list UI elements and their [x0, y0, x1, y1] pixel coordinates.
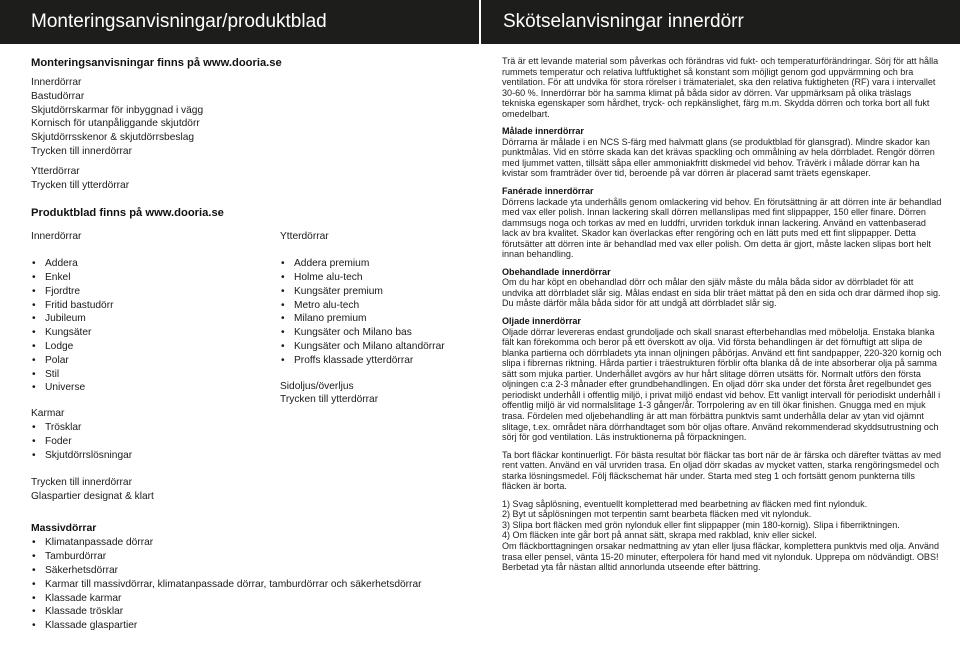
list-item: Bastudörrar [31, 90, 85, 102]
stain-steps [502, 499, 942, 541]
list-item: Trycken till innerdörrar [31, 145, 132, 157]
installation-list-outdoor [31, 165, 471, 193]
list-item: • Klimatanpassade dörrar [31, 536, 471, 550]
list-item: • Kungsäter premium [280, 285, 480, 299]
list-item: • Fritid bastudörr [31, 299, 271, 313]
care-instructions-column [502, 56, 942, 580]
installation-list-indoor [31, 76, 471, 159]
inner-doors-list [31, 257, 271, 395]
list-item: Trycken till ytterdörrar [31, 179, 130, 191]
list-item: Skjutdörrskarmar för inbyggnad i vägg [31, 104, 204, 116]
inner-handles-text: Trycken till innerdörrar [31, 477, 132, 489]
list-item: • Kungsäter [31, 326, 271, 340]
list-item: Innerdörrar [31, 77, 82, 88]
oiled-doors-heading: Oljade innerdörrar [502, 316, 581, 327]
list-item: • Klassade trösklar [31, 605, 471, 619]
painted-doors-heading: Målade innerdörrar [502, 126, 584, 137]
oiled-doors-text: Oljade dörrar levereras endast grundoljade och skall snarast efterbehandlas med möbelolja. Enstaka blanka fält kan förekomma och beror på ett överskott av olja. Vid första behandlingen är det förnuftigt att slipa de blanka partierna och dörrbladets yta innan oljningen påbörjas. Använd ett fint sandpapper, 220-320 kornig och slipa i fibrernas riktning. Hårda partier i träestrukturen förblir ofta blanka då de inte absorberar olja på samma sätt som mjuka partier. Underhållet avgörs av hur hårt slitage dörren utsätts för. Normalt utförs den första oljningen c:a 2-3 månader efter grundbehandlingen. En oljad dörr ska under det första året regelbundet ges periodiskt underhåll i offentlig miljö, i privat miljö endast vid behov. Ett vanligt intervall för periodiskt underhåll i offentlig miljö är vid normalslitage 1-3 gånger/år. Torrpolering av en till ökar finishen. Gnugga med en mjuk trasa. Fördelen med oljebehandling är att man förbättra punktvis samt underhålla delar av ytan vid ojämnt slitage, t.ex. området nära dörrhandtaget som bör oljas oftare. Använd rekommenderad skyddsutrustning och sörj för god ventilation. Läs instruktionerna på förpackningen. [502, 326, 942, 443]
list-item: • Addera [31, 257, 271, 271]
solid-doors-list [31, 536, 471, 633]
list-item: • Enkel [31, 271, 271, 285]
list-item: • Klassade karmar [31, 592, 471, 606]
frames-title: Karmar [31, 408, 65, 420]
list-item: • Klassade glaspartier [31, 619, 471, 633]
solid-doors-title: Massivdörrar [31, 523, 97, 535]
list-item: • Kungsäter och Milano bas [280, 326, 480, 340]
left-column [31, 56, 471, 633]
product-sheet-heading: Produktblad finns på www.dooria.se [31, 207, 224, 220]
list-item: Skjutdörrsskenor & skjutdörrsbeslag [31, 132, 195, 144]
list-item: 1) Svag såplösning, eventuellt kompletterad med bearbetning av fläcken med fint nylonduk. [502, 498, 868, 509]
list-item: Kornisch för utanpåliggande skjutdörr [31, 118, 200, 130]
list-item: • Milano premium [280, 312, 480, 326]
list-item: • Fjordtre [31, 285, 271, 299]
list-item: • Lodge [31, 340, 271, 354]
untreated-doors-text: Om du har köpt en obehandlad dörr och målar den själv måste du måla båda sidor av dörrbladet för att undvika att dörrbladet slår sig. Målas endast en sida blir träet mättat på den en sida och drar därmed ihop sig. Du måste därför måla båda sidor för att undgå att dörrbladet slår sig. [502, 277, 941, 309]
closing-text: Om fläckborttagningen orsakar nedmattning av ytan eller ljusa fläckar, komplettera punktvis med olja. Använd trasa eller pensel, vänta 15-20 minuter, efterpolera för hand med vit nylonduk. Upprepa om nödvändigt. OBS! Berbetad yta får nästan alltid annorlunda utseende efter bättring. [502, 540, 939, 573]
installation-heading: Monteringsanvisningar finns på www.dooria.se [31, 57, 282, 69]
list-item: 4) Om fläcken inte går bort på annat sätt, skrapa med rakblad, kniv eller sickel. [502, 530, 817, 541]
stain-removal-text: Ta bort fläckar kontinuerligt. För bästa resultat bör fläckar tas bort när de är färska och därefter tvättas av med rent vatten. Använd en väl urvriden trasa. En oljad dörr skadas av mycket vatten, starka rengöringsmedel och starka lösningsmedel. Följ fläckschemat här under. Starta med steg 1 och fortsätt genom punkterna tills fläcken är borta. [502, 449, 941, 492]
product-sheet-columns [31, 230, 471, 522]
intro-paragraph: Trä är ett levande material som påverkas och förändras vid fukt- och temperaturförändringar. Sörj för att hålla rummets temperatur och relativa luftfuktighet så konstant som möjligt genom god uppvärmning och bra ventilation. För att undvika för stora rörelser i trämaterialet, ska den relativa fuktigheten (RF) vara i intervallet 30-60 %. Innerdörrar bör ha samma klimat på båda sidor av dörren. Var uppmärksam på olika träslags tekniska egenskaper som hårdhet, tryck- och repkänslighet, färg m.m. Skydda dörren och torka bort all fukt omedelbart. [502, 56, 939, 119]
list-item: Ytterdörrar [31, 165, 80, 177]
glass-sections-text: Glaspartier designat & klart [31, 491, 154, 503]
outer-doors-list [280, 257, 480, 367]
veneered-doors-heading: Fanérade innerdörrar [502, 186, 594, 197]
list-item: • Holme alu-tech [280, 271, 480, 285]
list-item: • Trösklar [31, 421, 271, 435]
list-item: • Polar [31, 354, 271, 368]
outer-doors-column [280, 230, 480, 407]
list-item: • Säkerhetsdörrar [31, 564, 471, 578]
header-right-title: Skötselanvisningar innerdörr [481, 0, 960, 44]
header-left-title: Monteringsanvisningar/produktblad [0, 0, 479, 44]
outer-doors-title: Ytterdörrar [280, 231, 329, 243]
frames-list [31, 421, 271, 462]
list-item: • Stil [31, 368, 271, 382]
list-item: 2) Byt ut såplösningen mot terpentin samt bearbeta fläcken med vit nylonduk. [502, 509, 812, 520]
list-item: • Proffs klassade ytterdörrar [280, 354, 480, 368]
list-item: • Metro alu-tech [280, 299, 480, 313]
veneered-doors-text: Dörrens lackade yta underhålls genom omlackering vid behov. En förutsättning är att dörren inte är behandlad med vax eller polish. Innan lackering skall dörren mellanslipas med fint slippapper, 150 eller finare. Dörren dammsugs noga och torkas av med en luddfri, urvriden torkduk innan lackering. Använd en vattenbaserad lack av bra kvalitet. Skador kan överlackas efter rengöring och en lätt puts med ett fint slippapper. Detta förutsätter att dörren inte är behandlad med vax eller polish. Om detta är gjort, måste lacken slipas bort helt innan behandling. [502, 196, 942, 260]
inner-doors-title: Innerdörrar [31, 231, 82, 243]
list-item: • Tamburdörrar [31, 550, 471, 564]
list-item: • Kungsäter och Milano altandörrar [280, 340, 480, 354]
list-item: • Foder [31, 435, 271, 449]
list-item: • Skjutdörrslösningar [31, 449, 271, 463]
painted-doors-text: Dörrarna är målade i en NCS S-färg med halvmatt glans (se produktblad för glansgrad). Mindre skador kan punktmålas. Vid en större skada kan det krävas spackling och ommålning av hela dörrbladet. Rengör dörren med ljummet vatten, tillsätt såpa eller ammoniakfritt diskmedel vid behov. Trävërk i målade dörrar kan ha kvistar som framträder över tid, beroende på var dörren är placerad samt träets egenskaper. [502, 136, 935, 179]
list-item: • Universe [31, 381, 271, 395]
list-item: 3) Slipa bort fläcken med grön nylonduk eller fint slippapper (min 180-kornig). Slipa i fiberriktningen. [502, 519, 900, 530]
outer-handles-text: Trycken till ytterdörrar [280, 394, 379, 406]
side-light-text: Sidoljus/överljus [280, 380, 354, 392]
list-item: • Jubileum [31, 312, 271, 326]
list-item: • Addera premium [280, 257, 480, 271]
untreated-doors-heading: Obehandlade innerdörrar [502, 266, 611, 277]
inner-doors-column [31, 230, 271, 504]
list-item: • Karmar till massivdörrar, klimatanpassade dörrar, tamburdörrar och säkerhetsdörrar [31, 578, 471, 592]
